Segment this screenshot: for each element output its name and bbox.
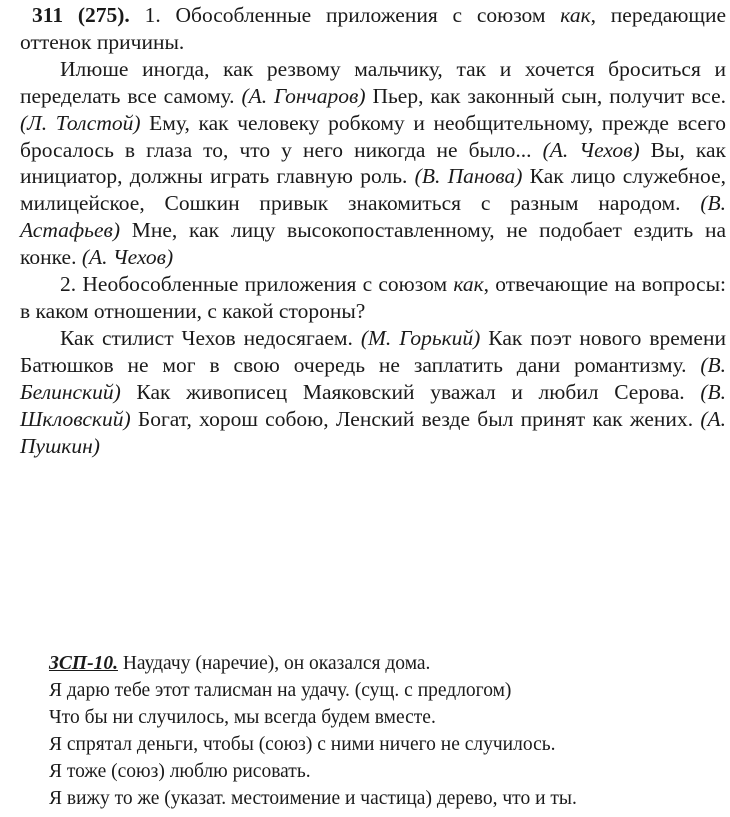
answer-line-4: Я спрятал деньги, чтобы (союз) с ними ничего не случилось. (49, 734, 556, 755)
author-attribution: (М. Горький) (360, 325, 481, 350)
paragraph-1-kak: как (560, 3, 591, 27)
answer-line-5: Я тоже (союз) люблю рисовать. (49, 761, 311, 782)
sentence: Вы, как инициатор, должны играть главную роль. (20, 137, 726, 189)
sentence: Ему, как человеку робкому и необщительному, прежде всего бросалось в глаза то, что у него никогда не было... (20, 110, 726, 162)
sentence: Как лицо служебное, милицейское, Сошкин привык знакомиться с разным народом. (20, 164, 726, 216)
author-attribution: (А. Чехов) (542, 137, 640, 162)
author-attribution: (В. Белинский) (20, 352, 726, 404)
answer-line-1-text: Наудачу (наречие), он оказался дома. (117, 653, 431, 674)
sentence: Мне, как лицу высокопоставленному, не подобает ездить на конке. (20, 218, 726, 270)
answer-label: ЗСП-10. (49, 653, 118, 674)
sentence: Как живописец Маяковский уважал и любил Серова. (120, 379, 701, 404)
answer-line-6: Я вижу то же (указат. местоимение и частица) дерево, что и ты. (49, 788, 577, 809)
paragraph-1-rest: , передающие оттенок причины. (20, 3, 727, 54)
answer-line-3: Что бы ни случилось, мы всегда будем вместе. (49, 707, 436, 728)
sentence: Пьер, как законный сын, получит все. (365, 83, 727, 108)
author-attribution: (В. Панова) (414, 164, 523, 189)
sentence: Как стилист Чехов недосягаем. (60, 325, 361, 350)
paragraph-3-kak: как (453, 272, 484, 297)
exercise-number: 311 (275). (32, 3, 130, 27)
author-attribution: (А. Чехов) (81, 245, 174, 270)
sentence: Богат, хорош собою, Ленский везде был принят как жених. (130, 406, 701, 431)
sentence: Илюше иногда, как резвому мальчику, так и хочется броситься и переделать все самому. (20, 56, 726, 108)
paragraph-1-lead: 1. Обособленные приложения с союзом (144, 3, 561, 27)
exercise-block (20, 2, 726, 459)
answer-block (49, 650, 719, 812)
exercise-paragraph-4 (20, 325, 726, 460)
author-attribution: (А. Пушкин) (20, 406, 726, 458)
author-attribution: (Л. Толстой) (20, 110, 141, 135)
sentence: Как поэт нового времени Батюшков не мог в свою очередь не заплатить дани романтизму. (20, 325, 726, 377)
exercise-paragraph-1 (20, 2, 726, 56)
answer-line-1 (49, 650, 719, 677)
exercise-paragraph-3 (20, 271, 726, 325)
exercise-paragraph-2 (20, 56, 726, 271)
paragraph-3-rest: , отвечающие на вопросы: в каком отношении, с какой стороны? (20, 272, 726, 323)
paragraph-3-lead: 2. Необособленные приложения с союзом (60, 272, 454, 297)
answer-line-2: Я дарю тебе этот талисман на удачу. (сущ. с предлогом) (49, 680, 512, 701)
author-attribution: (А. Гончаров) (241, 83, 366, 108)
author-attribution: (В. Шкловский) (20, 379, 726, 431)
author-attribution: (В. Астафьев) (20, 191, 726, 243)
